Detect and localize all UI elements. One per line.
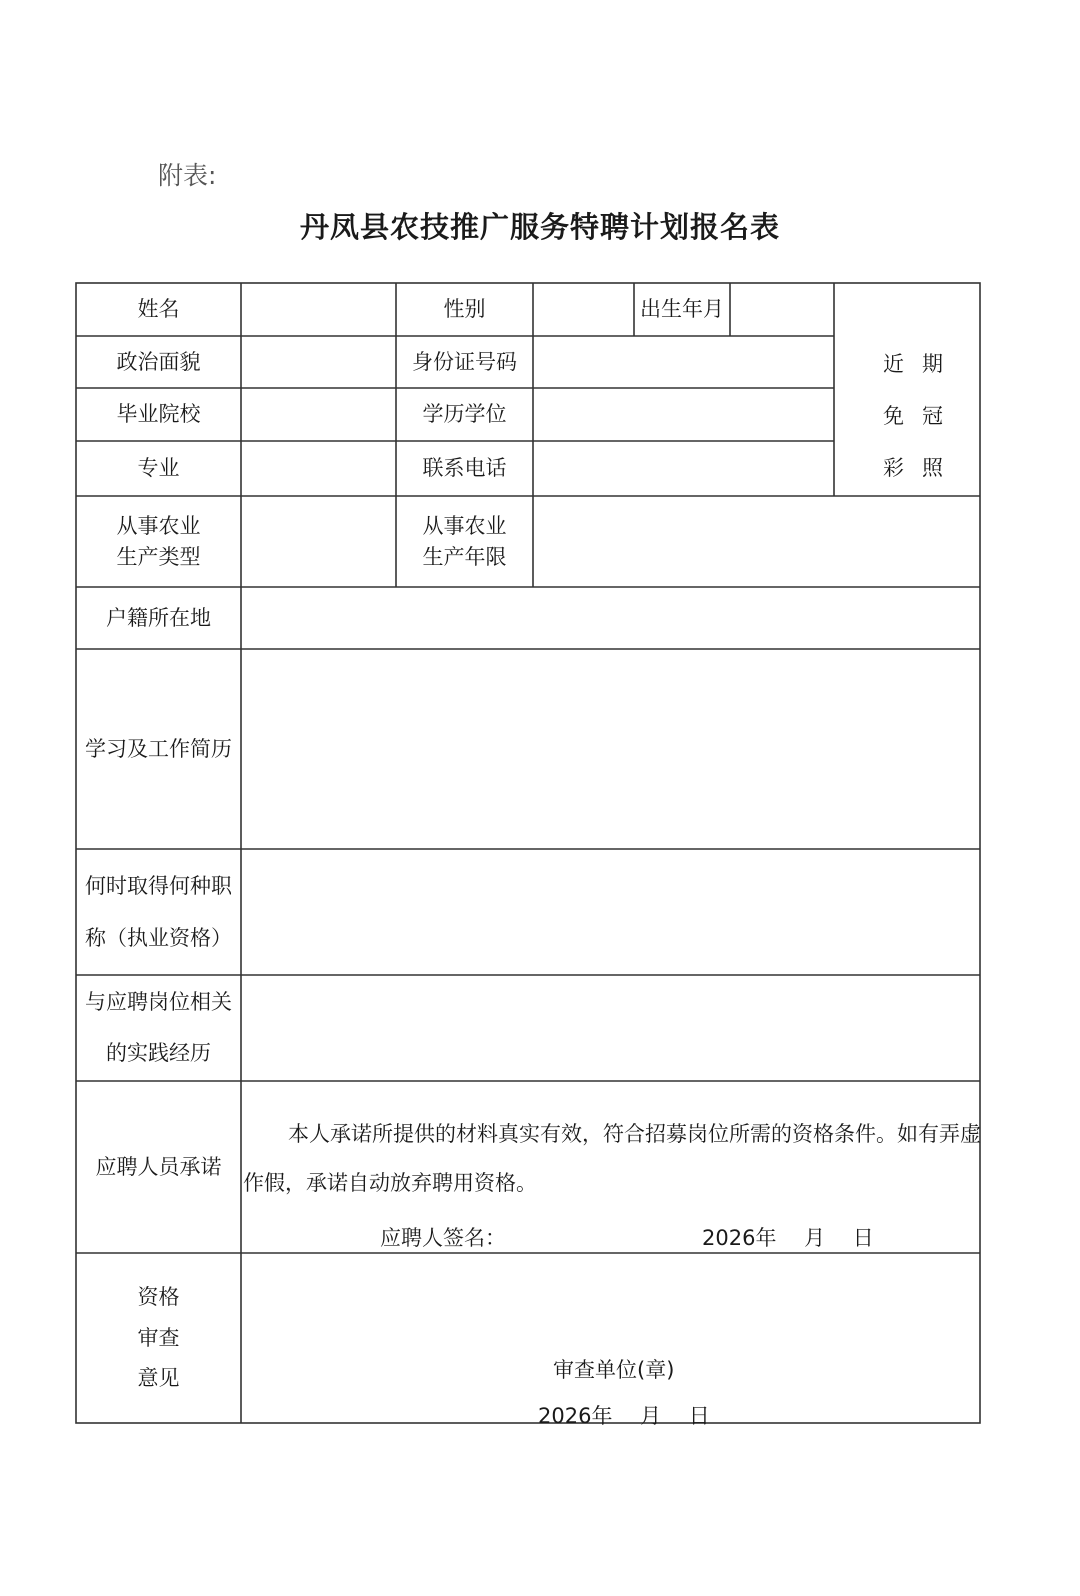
resume-field[interactable] [241, 649, 980, 849]
label-name: 姓名 [137, 297, 180, 322]
label-review [76, 1253, 241, 1423]
birth-field[interactable] [730, 283, 834, 336]
practice-field[interactable] [241, 975, 980, 1081]
label-farm-years-line1: 从事农业 [422, 514, 507, 539]
label-residence: 户籍所在地 [106, 605, 211, 630]
review-opinion-field[interactable] [241, 1253, 980, 1348]
photo-line-3: 彩照 [883, 456, 961, 480]
label-farm-years-line2: 生产年限 [422, 544, 507, 569]
professional-title-field[interactable] [241, 849, 980, 975]
label-practice-line2: 的实践经历 [106, 1041, 211, 1065]
school-field[interactable] [241, 388, 396, 441]
label-farm-type-line2: 生产类型 [116, 544, 201, 569]
label-review-line1: 资格 [137, 1284, 180, 1309]
name-field[interactable] [241, 283, 396, 336]
signature-date: 2026年 月 日 [702, 1226, 874, 1250]
label-professional-title-line2: 称（执业资格） [85, 926, 232, 950]
phone-field[interactable] [533, 441, 834, 496]
label-farm-years [396, 496, 533, 587]
label-politics: 政治面貌 [116, 349, 201, 374]
label-farm-type-line1: 从事农业 [116, 514, 201, 539]
residence-field[interactable] [241, 587, 980, 649]
review-date: 2026年 月 日 [538, 1404, 710, 1428]
label-school: 毕业院校 [116, 402, 201, 427]
label-farm-type [76, 496, 241, 587]
signature-label: 应聘人签名： [380, 1226, 506, 1250]
pledge-text-line1: 本人承诺所提供的材料真实有效，符合招募岗位所需的资格条件。如有弄虚 [288, 1122, 981, 1146]
label-professional-title-line1: 何时取得何种职 [85, 873, 232, 898]
label-review-line3: 意见 [137, 1366, 180, 1391]
degree-field[interactable] [533, 388, 834, 441]
major-field[interactable] [241, 441, 396, 496]
gender-field[interactable] [533, 283, 634, 336]
label-id-number: 身份证号码 [412, 349, 517, 374]
farm-type-field[interactable] [241, 496, 396, 587]
label-practice [76, 975, 241, 1081]
attachment-label: 附表: [158, 161, 217, 190]
label-degree: 学历学位 [422, 402, 507, 427]
label-resume: 学习及工作简历 [85, 736, 232, 761]
signature-field[interactable] [510, 1215, 680, 1251]
label-practice-line1: 与应聘岗位相关 [85, 989, 232, 1014]
label-major: 专业 [137, 456, 180, 481]
label-pledge: 应聘人员承诺 [95, 1154, 222, 1179]
label-gender: 性别 [443, 297, 486, 322]
pledge-text-line2: 作假，承诺自动放弃聘用资格。 [243, 1171, 537, 1195]
label-professional-title [76, 849, 241, 975]
label-phone: 联系电话 [422, 456, 507, 481]
photo-line-2: 免冠 [883, 404, 961, 428]
label-birth: 出生年月 [640, 297, 724, 322]
politics-field[interactable] [241, 336, 396, 388]
id-number-field[interactable] [533, 336, 834, 388]
label-review-line2: 审查 [137, 1325, 180, 1350]
review-unit-label: 审查单位(章) [553, 1358, 675, 1382]
page-title: 丹凤县农技推广服务特聘计划报名表 [299, 210, 780, 244]
photo-placeholder[interactable] [862, 338, 982, 494]
farm-years-field[interactable] [533, 496, 980, 587]
photo-line-1: 近期 [883, 352, 961, 376]
